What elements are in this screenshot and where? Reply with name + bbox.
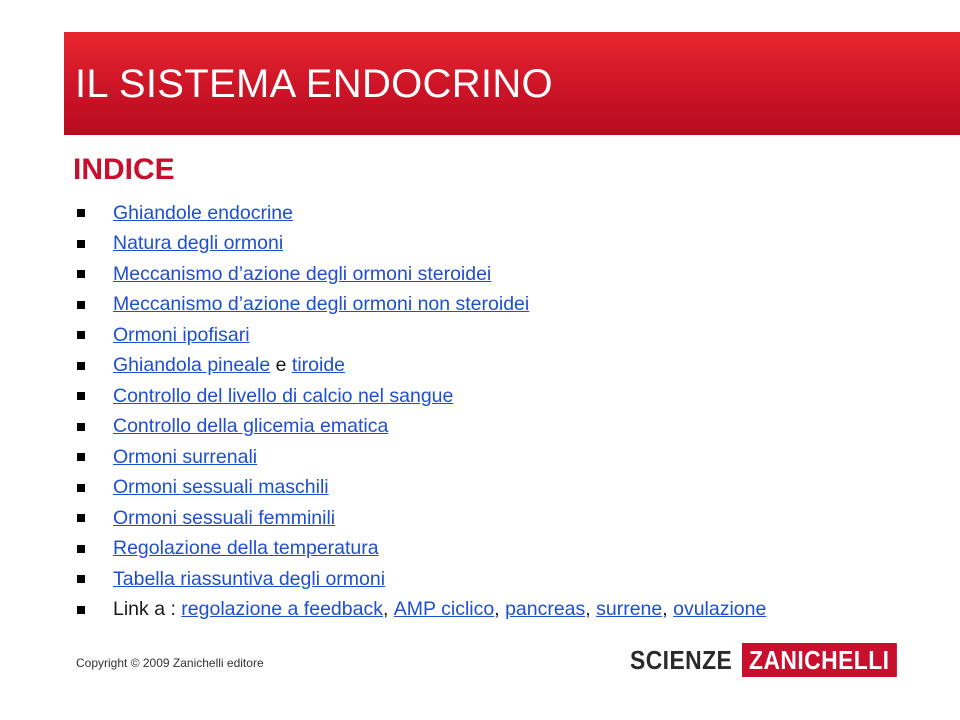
list-item xyxy=(77,198,766,229)
square-bullet-icon xyxy=(77,606,85,614)
link-natura-degli-ormoni[interactable]: Natura degli ormoni xyxy=(113,232,284,255)
square-bullet-icon xyxy=(77,331,85,339)
list-item xyxy=(77,320,766,351)
list-item xyxy=(77,473,766,504)
link-pancreas[interactable]: pancreas xyxy=(505,598,586,621)
link-regolazione-feedback[interactable]: regolazione a feedback xyxy=(181,598,383,621)
link-ormoni-maschili[interactable]: Ormoni sessuali maschili xyxy=(113,476,329,499)
list-item xyxy=(77,412,766,443)
list-item xyxy=(77,351,766,382)
links-separator: , xyxy=(585,598,597,621)
title-banner xyxy=(64,32,960,135)
link-meccanismo-non-steroidei[interactable]: Meccanismo d’azione degli ormoni non steroidei xyxy=(113,293,530,316)
link-regolazione-temperatura[interactable]: Regolazione della temperatura xyxy=(113,537,379,560)
list-item-links xyxy=(77,595,766,626)
copyright-text: Copyright © 2009 Zanichelli editore xyxy=(76,656,264,670)
logo-zanichelli-text: ZANICHELLI xyxy=(742,643,896,677)
square-bullet-icon xyxy=(77,545,85,553)
links-prefix: Link a : xyxy=(113,598,182,621)
link-controllo-glicemia[interactable]: Controllo della glicemia ematica xyxy=(113,415,389,438)
square-bullet-icon xyxy=(77,514,85,522)
square-bullet-icon xyxy=(77,209,85,217)
list-item xyxy=(77,290,766,321)
link-tabella-riassuntiva[interactable]: Tabella riassuntiva degli ormoni xyxy=(113,567,386,590)
square-bullet-icon xyxy=(77,362,85,370)
square-bullet-icon xyxy=(77,575,85,583)
page-title: IL SISTEMA ENDOCRINO xyxy=(75,62,553,106)
link-amp-ciclico[interactable]: AMP ciclico xyxy=(393,598,495,621)
link-ghiandola-pineale[interactable]: Ghiandola pineale xyxy=(113,354,271,377)
list-item xyxy=(77,503,766,534)
list-item xyxy=(77,564,766,595)
square-bullet-icon xyxy=(77,423,85,431)
logo-scienze-text: SCIENZE xyxy=(630,644,733,675)
link-tiroide[interactable]: tiroide xyxy=(291,354,346,377)
list-item xyxy=(77,259,766,290)
link-ghiandole-endocrine[interactable]: Ghiandole endocrine xyxy=(113,201,293,224)
list-item xyxy=(77,534,766,565)
index-list xyxy=(77,198,766,625)
square-bullet-icon xyxy=(77,240,85,248)
link-ovulazione[interactable]: ovulazione xyxy=(673,598,767,621)
square-bullet-icon xyxy=(77,301,85,309)
list-item xyxy=(77,442,766,473)
link-surrene[interactable]: surrene xyxy=(596,598,663,621)
index-heading: INDICE xyxy=(73,153,175,186)
link-controllo-calcio[interactable]: Controllo del livello di calcio nel sangue xyxy=(113,384,454,407)
list-item xyxy=(77,381,766,412)
link-ormoni-surrenali[interactable]: Ormoni surrenali xyxy=(113,445,258,468)
link-ormoni-femminili[interactable]: Ormoni sessuali femminili xyxy=(113,506,336,529)
link-ormoni-ipofisari[interactable]: Ormoni ipofisari xyxy=(113,323,250,346)
square-bullet-icon xyxy=(77,392,85,400)
conjunction-text: e xyxy=(270,354,292,377)
link-meccanismo-steroidei[interactable]: Meccanismo d’azione degli ormoni steroidei xyxy=(113,262,492,285)
links-separator: , xyxy=(494,598,506,621)
list-item xyxy=(77,229,766,260)
square-bullet-icon xyxy=(77,484,85,492)
square-bullet-icon xyxy=(77,270,85,278)
links-separator: , xyxy=(382,598,394,621)
publisher-logo xyxy=(630,643,918,677)
square-bullet-icon xyxy=(77,453,85,461)
links-separator: , xyxy=(662,598,674,621)
